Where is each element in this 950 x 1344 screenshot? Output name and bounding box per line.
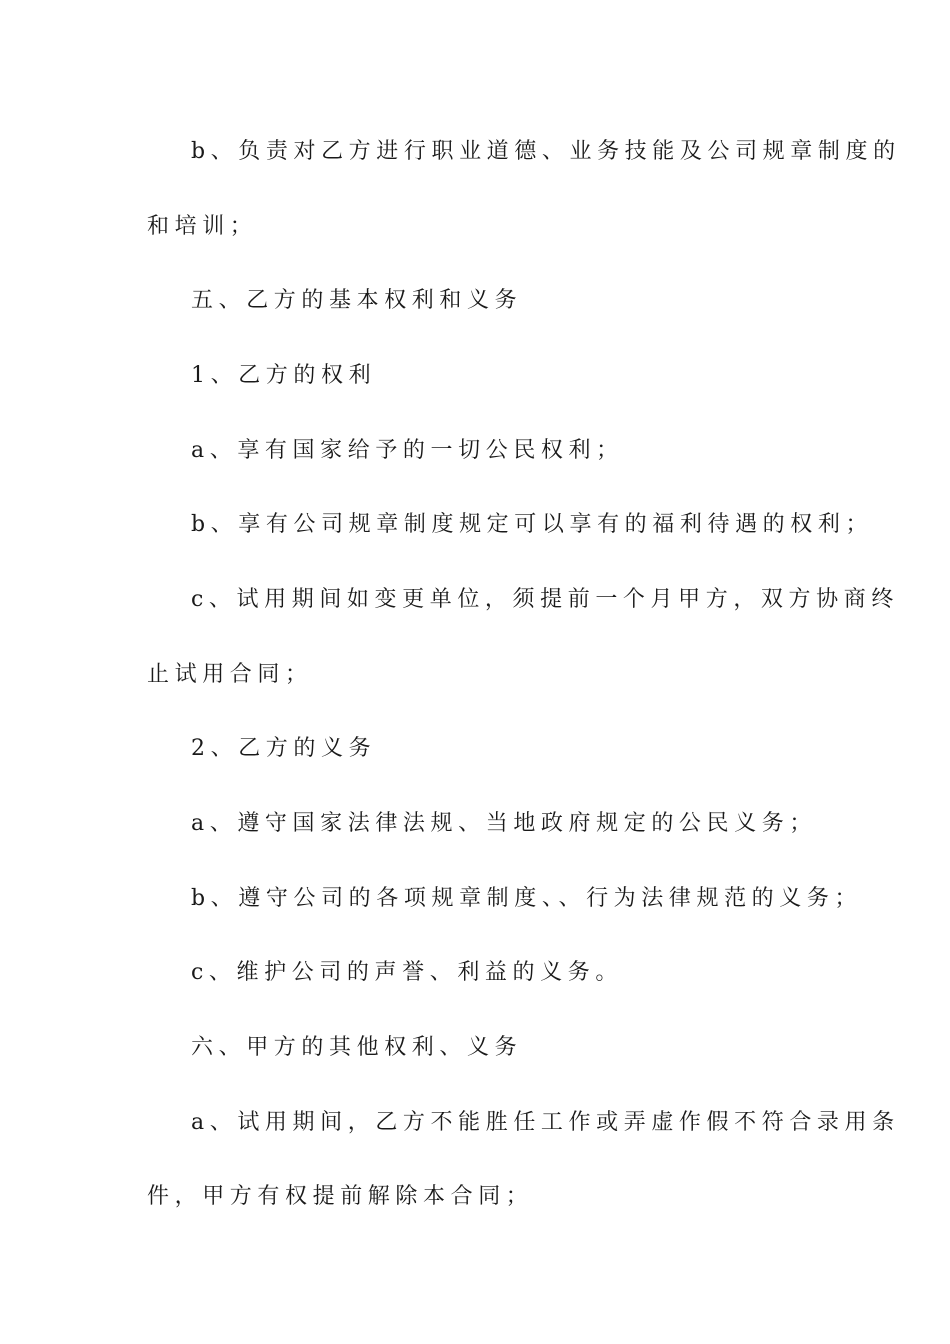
- paragraph-line: 和培训；: [147, 214, 258, 239]
- paragraph-line: a、享有国家给予的一切公民权利；: [191, 438, 624, 463]
- paragraph-line: a、试用期间，乙方不能胜任工作或弄虚作假不符合录用条: [191, 1110, 900, 1135]
- paragraph-line: b、享有公司规章制度规定可以享有的福利待遇的权利；: [191, 512, 874, 537]
- paragraph-line: b、遵守公司的各项规章制度、、行为法律规范的义务；: [191, 886, 863, 911]
- paragraph-line: c、维护公司的声誉、利益的义务。: [191, 960, 623, 985]
- paragraph-line: 件，甲方有权提前解除本合同；: [147, 1184, 534, 1209]
- subsection-heading: 2、乙方的义务: [191, 736, 377, 761]
- paragraph-line: a、遵守国家法律法规、当地政府规定的公民义务；: [191, 811, 817, 836]
- paragraph-line: b、负责对乙方进行职业道德、业务技能及公司规章制度的: [191, 139, 901, 164]
- paragraph-line: 止试用合同；: [147, 662, 313, 687]
- paragraph-line: c、试用期间如变更单位，须提前一个月甲方，双方协商终: [191, 587, 899, 612]
- section-heading: 五、乙方的基本权利和义务: [191, 288, 523, 313]
- subsection-heading: 1、乙方的权利: [191, 363, 377, 388]
- section-heading: 六、甲方的其他权利、义务: [191, 1035, 523, 1060]
